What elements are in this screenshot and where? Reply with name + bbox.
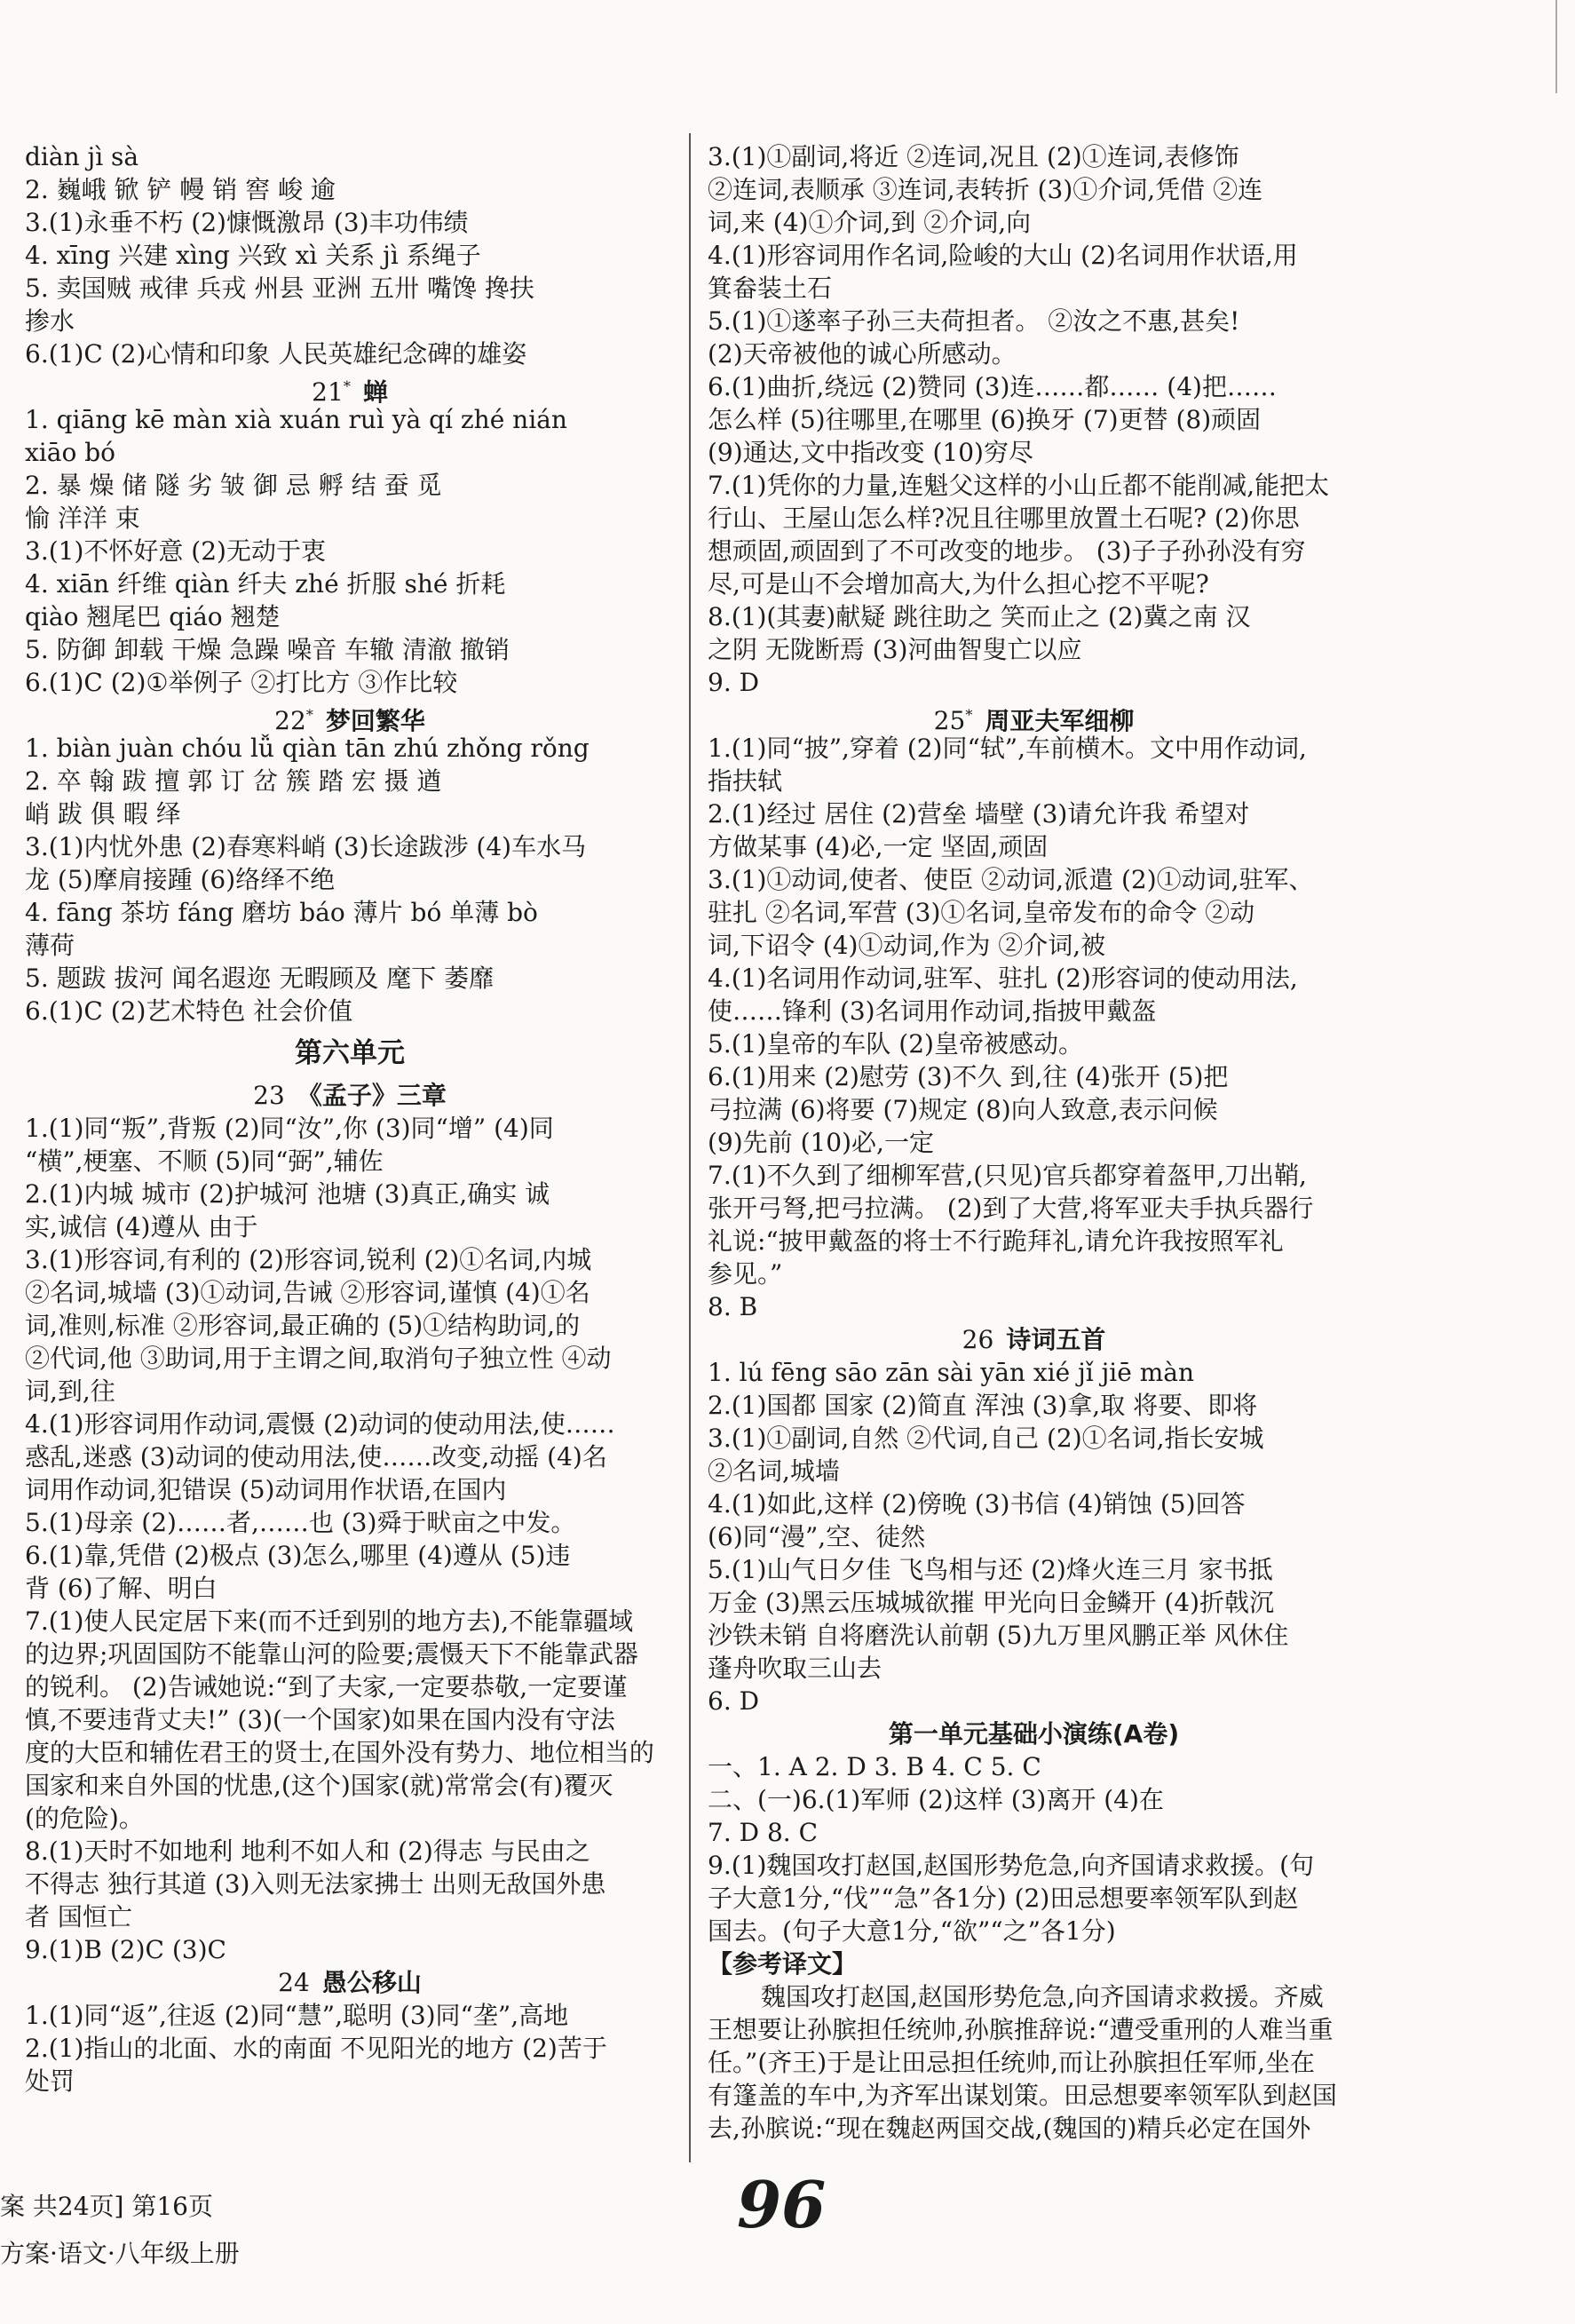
- section-title: 周亚夫军细柳: [985, 706, 1135, 732]
- answer-line: 4.(1)名词用作动词,驻军、驻扎 (2)形容词的使动用法,: [708, 964, 1298, 993]
- answer-line: 词,下诏令 (4)①动词,作为 ②介词,被: [708, 931, 1106, 960]
- answer-line: (6)同“漫”,空、徒然: [708, 1522, 926, 1551]
- answer-line: 3.(1)①副词,将近 ②连词,况且 (2)①连词,表修饰: [708, 142, 1239, 171]
- answer-line: 驻扎 ②名词,军营 (3)①名词,皇帝发布的命令 ②动: [708, 898, 1255, 927]
- answer-line: 词,到,往: [25, 1376, 115, 1406]
- answer-line: (的危险)。: [25, 1804, 144, 1833]
- section-heading: [708, 1323, 1360, 1356]
- answer-line: 6.(1)C (2)①举例子 ②打比方 ③作比较: [25, 668, 458, 697]
- answer-line: 9.(1)魏国攻打赵国,赵国形势危急,向齐国请求救援。(句: [708, 1851, 1315, 1880]
- answer-line: ②名词,城墙 (3)①动词,告诫 ②形容词,谨慎 (4)①名: [25, 1278, 590, 1307]
- answer-line: ②名词,城墙: [708, 1456, 840, 1486]
- answer-line: 去,孙膑说:“现在魏赵两国交战,(魏国的)精兵必定在国外: [708, 2114, 1311, 2143]
- answer-line: 4.(1)如此,这样 (2)傍晚 (3)书信 (4)销蚀 (5)回答: [708, 1489, 1246, 1519]
- answer-line: 参见。”: [708, 1259, 783, 1289]
- answer-line: 6. D: [708, 1686, 760, 1716]
- answer-line: 1.(1)同“叛”,背叛 (2)同“汝”,你 (3)同“增” (4)同: [25, 1114, 554, 1143]
- answer-line: 使……锋利 (3)名词用作动词,指披甲戴盔: [708, 996, 1157, 1026]
- section-title: 《孟子》三章: [297, 1081, 447, 1110]
- answer-line: 7.(1)凭你的力量,连魁父这样的小山丘都不能削减,能把太: [708, 471, 1330, 500]
- column-divider: [689, 133, 691, 2162]
- answer-line: 背 (6)了解、明白: [25, 1574, 218, 1603]
- answer-line: 6.(1)C (2)心情和印象 人民英雄纪念碑的雄姿: [25, 339, 527, 369]
- answer-line: 词,准则,标准 ②形容词,最正确的 (5)①结构助词,的: [25, 1311, 581, 1340]
- answer-line: 8.(1)天时不如地利 地利不如人和 (2)得志 与民由之: [25, 1836, 590, 1866]
- answer-line: 4.(1)形容词用作名词,险峻的大山 (2)名词用作状语,用: [708, 241, 1298, 270]
- section-number: 21*: [312, 377, 351, 403]
- answer-line: 礼说:“披甲戴盔的将士不行跪拜礼,请允许我按照军礼: [708, 1226, 1284, 1256]
- section-number: 23: [253, 1081, 285, 1110]
- answer-line: 愉 洋洋 束: [25, 504, 140, 533]
- answer-line: 度的大臣和辅佐君王的贤士,在国外没有势力、地位相当的: [25, 1738, 654, 1767]
- section-number: 25*: [933, 706, 973, 732]
- answer-line: 5. 题跋 拔河 闻名遐迩 无暇顾及 麾下 萎靡: [25, 964, 495, 993]
- section-heading: [25, 1079, 675, 1112]
- answer-line: 薄荷: [25, 931, 75, 960]
- answer-line: 7.(1)不久到了细柳军营,(只见)官兵都穿着盔甲,刀出鞘,: [708, 1161, 1307, 1190]
- answer-line: 6.(1)曲折,绕远 (2)赞同 (3)连……都…… (4)把……: [708, 372, 1277, 401]
- section-number: 24: [278, 1968, 310, 1997]
- answer-line: (9)先前 (10)必,一定: [708, 1128, 934, 1157]
- optional-mark: *: [305, 707, 313, 724]
- answer-line: 9.(1)B (2)C (3)C: [25, 1935, 226, 1964]
- answer-line: 4. xīng 兴建 xìng 兴致 xì 关系 jì 系绳子: [25, 241, 481, 270]
- right-column: [708, 140, 1360, 2145]
- answer-line: 任。”(齐王)于是让田忌担任统帅,而让孙膑担任军师,坐在: [708, 2048, 1315, 2077]
- answer-line: 1. qiāng kē màn xià xuán ruì yà qí zhé nián: [25, 405, 567, 434]
- answer-line: 4. xiān 纤维 qiàn 纤夫 zhé 折服 shé 折耗: [25, 569, 506, 599]
- answer-line: 惑乱,迷惑 (3)动词的使动用法,使……改变,动摇 (4)名: [25, 1442, 607, 1471]
- reference-translation-label: 【参考译文】: [708, 1949, 858, 1979]
- answer-line: 万金 (3)黑云压城城欲摧 甲光向日金鳞开 (4)折戟沉: [708, 1588, 1275, 1617]
- section-heading: [25, 370, 675, 403]
- answer-line: 8.(1)(其妻)献疑 跳往助之 笑而止之 (2)冀之南 汉: [708, 602, 1251, 631]
- answer-line: 1.(1)同“返”,往返 (2)同“慧”,聪明 (3)同“垄”,高地: [25, 2001, 569, 2030]
- answer-line: 6.(1)靠,凭借 (2)极点 (3)怎么,哪里 (4)遵从 (5)违: [25, 1541, 571, 1570]
- answer-line: 箕畚装土石: [708, 274, 833, 303]
- answer-line: 尽,可是山不会增加高大,为什么担心挖不平呢?: [708, 569, 1209, 599]
- answer-line: 3.(1)内忧外患 (2)春寒料峭 (3)长途跋涉 (4)车水马: [25, 832, 587, 861]
- answer-line: xiāo bó: [25, 438, 115, 467]
- answer-line: 2.(1)经过 居住 (2)营垒 墙壁 (3)请允许我 希望对: [708, 799, 1250, 829]
- optional-mark: *: [343, 378, 351, 395]
- answer-line: 2.(1)内城 城市 (2)护城河 池塘 (3)真正,确实 诚: [25, 1179, 550, 1209]
- section-heading: [25, 1966, 675, 1999]
- answer-line: ②连词,表顺承 ③连词,表转折 (3)①介词,凭借 ②连: [708, 175, 1263, 204]
- section-heading: [25, 699, 675, 732]
- answer-line: 国家和来自外国的忧患,(这个)国家(就)常常会(有)覆灭: [25, 1771, 613, 1800]
- answer-line: 龙 (5)摩肩接踵 (6)络绎不绝: [25, 865, 336, 894]
- answer-line: 2. 暴 燥 储 隧 劣 皱 御 忌 孵 结 蚕 觅: [25, 471, 442, 500]
- answer-line: 二、(一)6.(1)军师 (2)这样 (3)离开 (4)在: [708, 1785, 1164, 1814]
- answer-line: 1.(1)同“披”,穿着 (2)同“轼”,车前横木。文中用作动词,: [708, 734, 1307, 763]
- answer-line: 5.(1)①遂率子孙三夫荷担者。 ②汝之不惠,甚矣!: [708, 306, 1240, 336]
- answer-line: (9)通达,文中指改变 (10)穷尽: [708, 438, 1033, 467]
- section-title: 第一单元基础小演练(A卷): [888, 1719, 1180, 1749]
- answer-line: 5.(1)山气日夕佳 飞鸟相与还 (2)烽火连三月 家书抵: [708, 1555, 1273, 1584]
- answer-line: 3.(1)①副词,自然 ②代词,自己 (2)①名词,指长安城: [708, 1424, 1264, 1453]
- section-heading: [708, 1717, 1360, 1750]
- answer-line: 词,来 (4)①介词,到 ②介词,向: [708, 208, 1032, 237]
- section-number: 22*: [274, 706, 313, 732]
- answer-line: qiào 翘尾巴 qiáo 翘楚: [25, 602, 281, 631]
- answer-line: 不得志 独行其道 (3)入则无法家拂士 出则无敌国外患: [25, 1869, 606, 1899]
- answer-line: 8. B: [708, 1292, 758, 1321]
- left-column: [25, 140, 675, 2098]
- answer-line: 国去。(句子大意1分,“欲”“之”各1分): [708, 1916, 1116, 1946]
- answer-line: 慎,不要违背丈夫!” (3)(一个国家)如果在国内没有守法: [25, 1705, 615, 1734]
- answer-line: 弓拉满 (6)将要 (7)规定 (8)向人致意,表示问候: [708, 1095, 1218, 1124]
- answer-line: 峭 跋 俱 暇 绎: [25, 799, 181, 829]
- answer-line: 2.(1)国都 国家 (2)简直 浑浊 (3)拿,取 将要、即将: [708, 1391, 1258, 1420]
- answer-line: 子大意1分,“伐”“急”各1分) (2)田忌想要率领军队到赵: [708, 1884, 1299, 1913]
- page-number: 96: [737, 2167, 827, 2242]
- answer-line: 4.(1)形容词用作动词,震慑 (2)动词的使动用法,使……: [25, 1409, 615, 1439]
- answer-line: 3.(1)永垂不朽 (2)慷慨激昂 (3)丰功伟绩: [25, 208, 469, 237]
- answer-line: 方做某事 (4)必,一定 坚固,顽固: [708, 832, 1049, 861]
- answer-line: diàn jì sà: [25, 142, 139, 171]
- answer-line: 3.(1)形容词,有利的 (2)形容词,锐利 (2)①名词,内城: [25, 1245, 592, 1274]
- answer-line: 9. D: [708, 668, 760, 697]
- answer-line: 行山、王屋山怎么样?况且往哪里放置土石呢? (2)你思: [708, 504, 1300, 533]
- section-heading: [708, 699, 1360, 732]
- footer-page-info: 案 共24页] 第16页: [0, 2192, 213, 2221]
- answer-line: 2. 卒 翰 跋 擅 郭 订 岔 簇 踏 宏 摄 遒: [25, 766, 442, 796]
- section-title: 梦回繁华: [325, 706, 425, 732]
- section-number: 26: [962, 1325, 994, 1354]
- answer-line: 1. lú fēng sāo zān sài yān xié jǐ jiē màn: [708, 1358, 1194, 1387]
- answer-line: 有篷盖的车中,为齐军出谋划策。田忌想要率领军队到赵国: [708, 2081, 1337, 2110]
- answer-line: 7.(1)使人民定居下来(而不迁到别的地方去),不能靠疆域: [25, 1606, 634, 1636]
- answer-line: 3.(1)不怀好意 (2)无动于衷: [25, 536, 326, 566]
- answer-line: 5. 卖国贼 戒律 兵戎 州县 亚洲 五卅 嘴馋 搀扶: [25, 274, 534, 303]
- answer-line: 者 国恒亡: [25, 1902, 132, 1931]
- answer-line: 5.(1)皇帝的车队 (2)皇帝被感动。: [708, 1029, 1083, 1059]
- answer-line: 蓬舟吹取三山去: [708, 1654, 882, 1683]
- answer-line: 指扶轼: [708, 766, 783, 796]
- answer-line: 之阴 无陇断焉 (3)河曲智叟亡以应: [708, 635, 1082, 664]
- answer-line: 词用作动词,犯错误 (5)动词用作状语,在国内: [25, 1475, 507, 1504]
- answer-line: ②代词,他 ③助词,用于主谓之间,取消句子独立性 ④动: [25, 1344, 612, 1373]
- answer-line: 想顽固,顽固到了不可改变的地步。 (3)子子孙孙没有穷: [708, 536, 1306, 566]
- answer-line: 6.(1)用来 (2)慰劳 (3)不久 到,往 (4)张开 (5)把: [708, 1062, 1229, 1091]
- section-title: 蝉: [362, 377, 388, 403]
- answer-line: 2.(1)指山的北面、水的南面 不见阳光的地方 (2)苦于: [25, 2034, 607, 2063]
- answer-line: 一、1. A 2. D 3. B 4. C 5. C: [708, 1752, 1041, 1781]
- unit-heading: 第六单元: [295, 1037, 405, 1069]
- answer-line: 掺水: [25, 306, 75, 336]
- answer-line: 的边界;巩固国防不能靠山河的险要;震慑天下不能靠武器: [25, 1639, 638, 1669]
- answer-line: 王想要让孙膑担任统帅,孙膑推辞说:“遭受重刑的人难当重: [708, 2015, 1334, 2044]
- page-edge-line: [1555, 0, 1557, 93]
- answer-line: 5. 防御 卸载 干燥 急躁 噪音 车辙 清澈 撤销: [25, 635, 510, 664]
- section-title: 诗词五首: [1006, 1325, 1106, 1354]
- answer-line: 1. biàn juàn chóu lǚ qiàn tān zhú zhǒng rǒng: [25, 734, 590, 763]
- section-title: 愚公移山: [321, 1968, 422, 1997]
- answer-line: 实,诚信 (4)遵从 由于: [25, 1212, 258, 1241]
- answer-line: 张开弓弩,把弓拉满。 (2)到了大营,将军亚夫手执兵器行: [708, 1194, 1314, 1223]
- answer-line: 怎么样 (5)往哪里,在哪里 (6)换牙 (7)更替 (8)顽固: [708, 405, 1262, 434]
- answer-line: 4. fāng 茶坊 fáng 磨坊 báo 薄片 bó 单薄 bò: [25, 898, 538, 927]
- answer-line: 2. 巍峨 锨 铲 幔 销 窖 峻 逾: [25, 175, 336, 204]
- answer-line: 3.(1)①动词,使者、使臣 ②动词,派遣 (2)①动词,驻军、: [708, 865, 1314, 894]
- footer-book-title: 方案·语文·八年级上册: [0, 2239, 240, 2268]
- answer-line: 5.(1)母亲 (2)……者,……也 (3)舜于畎亩之中发。: [25, 1508, 576, 1537]
- answer-line: 魏国攻打赵国,赵国形势危急,向齐国请求救援。齐威: [761, 1982, 1324, 2011]
- optional-mark: *: [965, 707, 973, 724]
- answer-line: “横”,梗塞、不顺 (5)同“弼”,辅佐: [25, 1146, 384, 1176]
- answer-line: 的锐利。 (2)告诫她说:“到了夫家,一定要恭敬,一定要谨: [25, 1672, 628, 1701]
- answer-line: 处罚: [25, 2066, 75, 2096]
- answer-line: (2)天帝被他的诚心所感动。: [708, 339, 1017, 369]
- answer-line: 7. D 8. C: [708, 1818, 819, 1847]
- answer-line: 沙铁未销 自将磨洗认前朝 (5)九万里风鹏正举 风休住: [708, 1621, 1289, 1650]
- answer-line: 6.(1)C (2)艺术特色 社会价值: [25, 996, 353, 1026]
